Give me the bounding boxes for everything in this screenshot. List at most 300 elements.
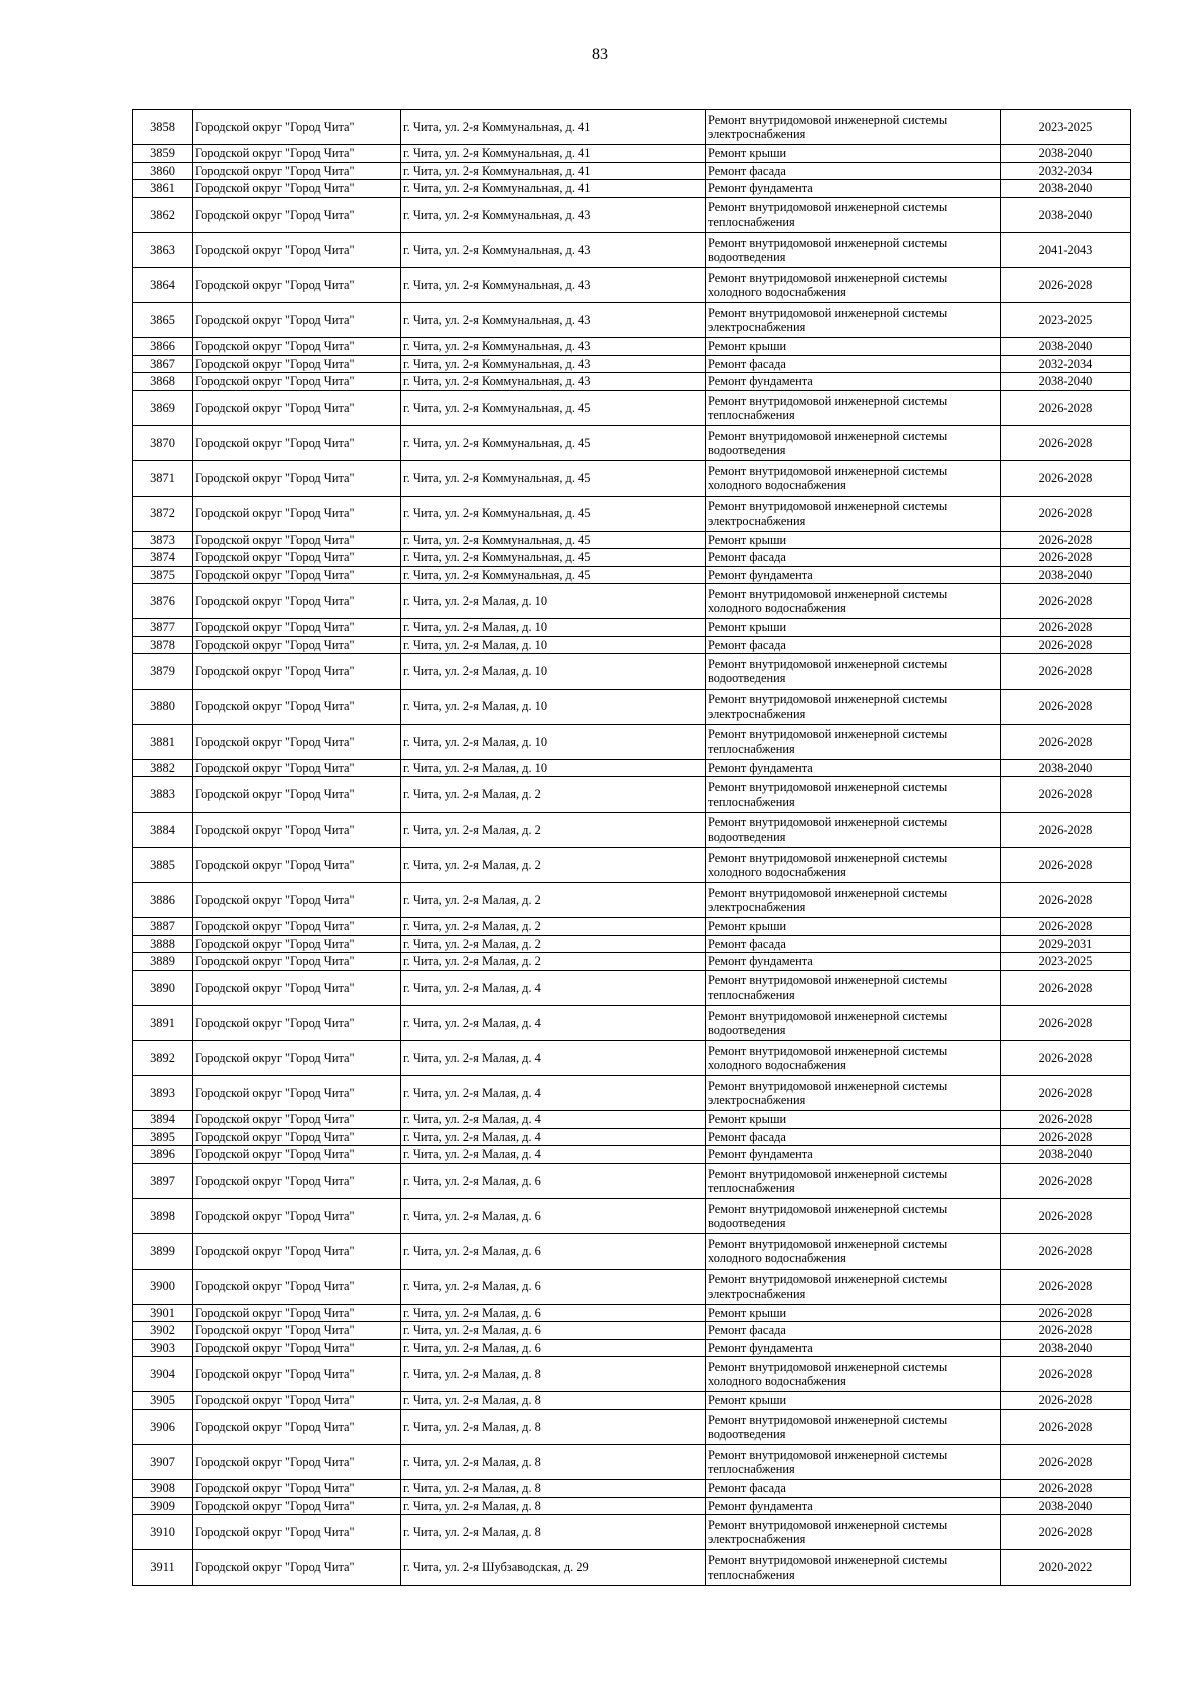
work-type-cell: Ремонт внутридомовой инженерной системы теплоснабжения <box>706 777 1001 812</box>
municipality-cell: Городской округ "Город Чита" <box>193 636 401 654</box>
row-number-cell: 3895 <box>133 1128 193 1146</box>
address-cell: г. Чита, ул. 2-я Малая, д. 6 <box>401 1339 706 1357</box>
table-row <box>133 759 1131 777</box>
municipality-cell: Городской округ "Город Чита" <box>193 1128 401 1146</box>
period-cell: 2026-2028 <box>1001 812 1131 847</box>
period-cell: 2038-2040 <box>1001 1497 1131 1515</box>
work-type-cell: Ремонт внутридомовой инженерной системы водоотведения <box>706 1409 1001 1444</box>
table-row <box>133 935 1131 953</box>
municipality-cell: Городской округ "Город Чита" <box>193 584 401 619</box>
work-type-cell: Ремонт крыши <box>706 145 1001 163</box>
period-cell: 2026-2028 <box>1001 1445 1131 1480</box>
period-cell: 2038-2040 <box>1001 1339 1131 1357</box>
row-number-cell: 3883 <box>133 777 193 812</box>
municipality-cell: Городской округ "Город Чита" <box>193 461 401 496</box>
municipality-cell: Городской округ "Город Чита" <box>193 689 401 724</box>
period-cell: 2026-2028 <box>1001 636 1131 654</box>
work-type-cell: Ремонт внутридомовой инженерной системы электроснабжения <box>706 1076 1001 1111</box>
period-cell: 2026-2028 <box>1001 584 1131 619</box>
address-cell: г. Чита, ул. 2-я Малая, д. 10 <box>401 724 706 759</box>
table-row <box>133 1497 1131 1515</box>
municipality-cell: Городской округ "Город Чита" <box>193 531 401 549</box>
address-cell: г. Чита, ул. 2-я Малая, д. 4 <box>401 1005 706 1040</box>
municipality-cell: Городской округ "Город Чита" <box>193 1445 401 1480</box>
municipality-cell: Городской округ "Город Чита" <box>193 1005 401 1040</box>
work-type-cell: Ремонт внутридомовой инженерной системы холодного водоснабжения <box>706 847 1001 882</box>
work-type-cell: Ремонт внутридомовой инженерной системы электроснабжения <box>706 496 1001 531</box>
period-cell: 2026-2028 <box>1001 1409 1131 1444</box>
address-cell: г. Чита, ул. 2-я Малая, д. 10 <box>401 759 706 777</box>
row-number-cell: 3896 <box>133 1146 193 1164</box>
table-row <box>133 724 1131 759</box>
work-type-cell: Ремонт внутридомовой инженерной системы водоотведения <box>706 1005 1001 1040</box>
row-number-cell: 3858 <box>133 110 193 145</box>
row-number-cell: 3886 <box>133 883 193 918</box>
address-cell: г. Чита, ул. 2-я Коммунальная, д. 43 <box>401 232 706 267</box>
address-cell: г. Чита, ул. 2-я Коммунальная, д. 41 <box>401 162 706 180</box>
address-cell: г. Чита, ул. 2-я Малая, д. 10 <box>401 654 706 689</box>
row-number-cell: 3903 <box>133 1339 193 1357</box>
work-type-cell: Ремонт внутридомовой инженерной системы холодного водоснабжения <box>706 584 1001 619</box>
municipality-cell: Городской округ "Город Чита" <box>193 777 401 812</box>
address-cell: г. Чита, ул. 2-я Малая, д. 6 <box>401 1163 706 1198</box>
table-row <box>133 777 1131 812</box>
row-number-cell: 3877 <box>133 619 193 637</box>
period-cell: 2038-2040 <box>1001 180 1131 198</box>
row-number-cell: 3873 <box>133 531 193 549</box>
work-type-cell: Ремонт крыши <box>706 619 1001 637</box>
row-number-cell: 3894 <box>133 1111 193 1129</box>
municipality-cell: Городской округ "Город Чита" <box>193 619 401 637</box>
work-type-cell: Ремонт крыши <box>706 1304 1001 1322</box>
period-cell: 2026-2028 <box>1001 1234 1131 1269</box>
row-number-cell: 3875 <box>133 566 193 584</box>
municipality-cell: Городской округ "Город Чита" <box>193 812 401 847</box>
row-number-cell: 3904 <box>133 1357 193 1392</box>
address-cell: г. Чита, ул. 2-я Малая, д. 2 <box>401 953 706 971</box>
municipality-cell: Городской округ "Город Чита" <box>193 1163 401 1198</box>
period-cell: 2032-2034 <box>1001 355 1131 373</box>
work-type-cell: Ремонт фундамента <box>706 1339 1001 1357</box>
work-type-cell: Ремонт крыши <box>706 531 1001 549</box>
municipality-cell: Городской округ "Город Чита" <box>193 1234 401 1269</box>
row-number-cell: 3901 <box>133 1304 193 1322</box>
work-type-cell: Ремонт внутридомовой инженерной системы водоотведения <box>706 812 1001 847</box>
period-cell: 2026-2028 <box>1001 1515 1131 1550</box>
row-number-cell: 3878 <box>133 636 193 654</box>
row-number-cell: 3870 <box>133 426 193 461</box>
address-cell: г. Чита, ул. 2-я Коммунальная, д. 43 <box>401 338 706 356</box>
municipality-cell: Городской округ "Город Чита" <box>193 197 401 232</box>
municipality-cell: Городской округ "Город Чита" <box>193 1392 401 1410</box>
table-body <box>133 110 1131 1586</box>
address-cell: г. Чита, ул. 2-я Малая, д. 4 <box>401 970 706 1005</box>
table-row <box>133 1480 1131 1498</box>
work-type-cell: Ремонт крыши <box>706 1111 1001 1129</box>
municipality-cell: Городской округ "Город Чита" <box>193 918 401 936</box>
table-row <box>133 1392 1131 1410</box>
municipality-cell: Городской округ "Город Чита" <box>193 724 401 759</box>
period-cell: 2026-2028 <box>1001 1357 1131 1392</box>
municipality-cell: Городской округ "Город Чита" <box>193 303 401 338</box>
work-type-cell: Ремонт фасада <box>706 1322 1001 1340</box>
municipality-cell: Городской округ "Город Чита" <box>193 654 401 689</box>
row-number-cell: 3908 <box>133 1480 193 1498</box>
work-type-cell: Ремонт внутридомовой инженерной системы водоотведения <box>706 654 1001 689</box>
work-type-cell: Ремонт фундамента <box>706 1146 1001 1164</box>
table-row <box>133 1269 1131 1304</box>
address-cell: г. Чита, ул. 2-я Малая, д. 10 <box>401 584 706 619</box>
period-cell: 2038-2040 <box>1001 1146 1131 1164</box>
municipality-cell: Городской округ "Город Чита" <box>193 549 401 567</box>
work-type-cell: Ремонт внутридомовой инженерной системы электроснабжения <box>706 883 1001 918</box>
row-number-cell: 3884 <box>133 812 193 847</box>
address-cell: г. Чита, ул. 2-я Малая, д. 2 <box>401 935 706 953</box>
period-cell: 2026-2028 <box>1001 426 1131 461</box>
address-cell: г. Чита, ул. 2-я Коммунальная, д. 41 <box>401 110 706 145</box>
table-row <box>133 197 1131 232</box>
period-cell: 2038-2040 <box>1001 759 1131 777</box>
table-row <box>133 426 1131 461</box>
address-cell: г. Чита, ул. 2-я Коммунальная, д. 45 <box>401 496 706 531</box>
work-type-cell: Ремонт фасада <box>706 636 1001 654</box>
work-type-cell: Ремонт фундамента <box>706 373 1001 391</box>
row-number-cell: 3902 <box>133 1322 193 1340</box>
period-cell: 2026-2028 <box>1001 1480 1131 1498</box>
period-cell: 2026-2028 <box>1001 689 1131 724</box>
work-type-cell: Ремонт внутридомовой инженерной системы электроснабжения <box>706 689 1001 724</box>
period-cell: 2026-2028 <box>1001 619 1131 637</box>
table-row <box>133 1111 1131 1129</box>
address-cell: г. Чита, ул. 2-я Коммунальная, д. 43 <box>401 268 706 303</box>
table-row <box>133 918 1131 936</box>
row-number-cell: 3906 <box>133 1409 193 1444</box>
row-number-cell: 3867 <box>133 355 193 373</box>
period-cell: 2026-2028 <box>1001 1322 1131 1340</box>
period-cell: 2038-2040 <box>1001 197 1131 232</box>
table-row <box>133 110 1131 145</box>
table-row <box>133 355 1131 373</box>
table-row <box>133 162 1131 180</box>
row-number-cell: 3890 <box>133 970 193 1005</box>
municipality-cell: Городской округ "Город Чита" <box>193 1322 401 1340</box>
row-number-cell: 3887 <box>133 918 193 936</box>
row-number-cell: 3871 <box>133 461 193 496</box>
table-row <box>133 232 1131 267</box>
row-number-cell: 3872 <box>133 496 193 531</box>
address-cell: г. Чита, ул. 2-я Малая, д. 8 <box>401 1497 706 1515</box>
work-type-cell: Ремонт внутридомовой инженерной системы холодного водоснабжения <box>706 1357 1001 1392</box>
work-type-cell: Ремонт внутридомовой инженерной системы холодного водоснабжения <box>706 1234 1001 1269</box>
row-number-cell: 3881 <box>133 724 193 759</box>
period-cell: 2026-2028 <box>1001 390 1131 425</box>
address-cell: г. Чита, ул. 2-я Коммунальная, д. 43 <box>401 355 706 373</box>
address-cell: г. Чита, ул. 2-я Малая, д. 10 <box>401 636 706 654</box>
address-cell: г. Чита, ул. 2-я Малая, д. 6 <box>401 1199 706 1234</box>
municipality-cell: Городской округ "Город Чита" <box>193 1497 401 1515</box>
work-type-cell: Ремонт внутридомовой инженерной системы теплоснабжения <box>706 390 1001 425</box>
row-number-cell: 3898 <box>133 1199 193 1234</box>
row-number-cell: 3860 <box>133 162 193 180</box>
address-cell: г. Чита, ул. 2-я Малая, д. 2 <box>401 812 706 847</box>
period-cell: 2026-2028 <box>1001 1128 1131 1146</box>
work-type-cell: Ремонт внутридомовой инженерной системы холодного водоснабжения <box>706 1041 1001 1076</box>
period-cell: 2026-2028 <box>1001 461 1131 496</box>
work-type-cell: Ремонт внутридомовой инженерной системы холодного водоснабжения <box>706 461 1001 496</box>
table-row <box>133 1128 1131 1146</box>
address-cell: г. Чита, ул. 2-я Коммунальная, д. 41 <box>401 145 706 163</box>
address-cell: г. Чита, ул. 2-я Малая, д. 6 <box>401 1234 706 1269</box>
repair-schedule-table <box>132 109 1131 1586</box>
row-number-cell: 3889 <box>133 953 193 971</box>
period-cell: 2026-2028 <box>1001 654 1131 689</box>
table-row <box>133 496 1131 531</box>
municipality-cell: Городской округ "Город Чита" <box>193 847 401 882</box>
address-cell: г. Чита, ул. 2-я Малая, д. 8 <box>401 1357 706 1392</box>
municipality-cell: Городской округ "Город Чита" <box>193 566 401 584</box>
municipality-cell: Городской округ "Город Чита" <box>193 1041 401 1076</box>
work-type-cell: Ремонт фундамента <box>706 566 1001 584</box>
municipality-cell: Городской округ "Город Чита" <box>193 268 401 303</box>
work-type-cell: Ремонт внутридомовой инженерной системы теплоснабжения <box>706 1550 1001 1585</box>
work-type-cell: Ремонт внутридомовой инженерной системы водоотведения <box>706 232 1001 267</box>
address-cell: г. Чита, ул. 2-я Малая, д. 2 <box>401 847 706 882</box>
period-cell: 2026-2028 <box>1001 549 1131 567</box>
table-row <box>133 1515 1131 1550</box>
period-cell: 2038-2040 <box>1001 566 1131 584</box>
table-row <box>133 303 1131 338</box>
table-row <box>133 1304 1131 1322</box>
work-type-cell: Ремонт фасада <box>706 935 1001 953</box>
municipality-cell: Городской округ "Город Чита" <box>193 110 401 145</box>
table-row <box>133 549 1131 567</box>
period-cell: 2026-2028 <box>1001 1269 1131 1304</box>
period-cell: 2041-2043 <box>1001 232 1131 267</box>
period-cell: 2029-2031 <box>1001 935 1131 953</box>
row-number-cell: 3888 <box>133 935 193 953</box>
address-cell: г. Чита, ул. 2-я Малая, д. 8 <box>401 1515 706 1550</box>
period-cell: 2026-2028 <box>1001 1005 1131 1040</box>
work-type-cell: Ремонт внутридомовой инженерной системы теплоснабжения <box>706 197 1001 232</box>
table-row <box>133 268 1131 303</box>
period-cell: 2026-2028 <box>1001 1041 1131 1076</box>
work-type-cell: Ремонт внутридомовой инженерной системы теплоснабжения <box>706 1163 1001 1198</box>
period-cell: 2026-2028 <box>1001 1392 1131 1410</box>
work-type-cell: Ремонт крыши <box>706 918 1001 936</box>
row-number-cell: 3880 <box>133 689 193 724</box>
table-row <box>133 689 1131 724</box>
address-cell: г. Чита, ул. 2-я Малая, д. 4 <box>401 1146 706 1164</box>
row-number-cell: 3863 <box>133 232 193 267</box>
row-number-cell: 3891 <box>133 1005 193 1040</box>
row-number-cell: 3861 <box>133 180 193 198</box>
table-row <box>133 1322 1131 1340</box>
period-cell: 2026-2028 <box>1001 918 1131 936</box>
row-number-cell: 3859 <box>133 145 193 163</box>
work-type-cell: Ремонт внутридомовой инженерной системы электроснабжения <box>706 1515 1001 1550</box>
municipality-cell: Городской округ "Город Чита" <box>193 970 401 1005</box>
municipality-cell: Городской округ "Город Чита" <box>193 883 401 918</box>
municipality-cell: Городской округ "Город Чита" <box>193 180 401 198</box>
work-type-cell: Ремонт крыши <box>706 1392 1001 1410</box>
municipality-cell: Городской округ "Город Чита" <box>193 355 401 373</box>
row-number-cell: 3905 <box>133 1392 193 1410</box>
work-type-cell: Ремонт фасада <box>706 1480 1001 1498</box>
period-cell: 2023-2025 <box>1001 953 1131 971</box>
table-row <box>133 373 1131 391</box>
period-cell: 2026-2028 <box>1001 883 1131 918</box>
row-number-cell: 3865 <box>133 303 193 338</box>
table-row <box>133 636 1131 654</box>
address-cell: г. Чита, ул. 2-я Малая, д. 2 <box>401 777 706 812</box>
period-cell: 2026-2028 <box>1001 1199 1131 1234</box>
row-number-cell: 3862 <box>133 197 193 232</box>
page-number: 83 <box>592 46 608 63</box>
row-number-cell: 3868 <box>133 373 193 391</box>
address-cell: г. Чита, ул. 2-я Коммунальная, д. 43 <box>401 303 706 338</box>
table-row <box>133 1163 1131 1198</box>
table-row <box>133 1550 1131 1585</box>
work-type-cell: Ремонт фасада <box>706 1128 1001 1146</box>
table-row <box>133 1005 1131 1040</box>
row-number-cell: 3864 <box>133 268 193 303</box>
work-type-cell: Ремонт внутридомовой инженерной системы теплоснабжения <box>706 724 1001 759</box>
address-cell: г. Чита, ул. 2-я Малая, д. 4 <box>401 1076 706 1111</box>
municipality-cell: Городской округ "Город Чита" <box>193 1480 401 1498</box>
municipality-cell: Городской округ "Город Чита" <box>193 1357 401 1392</box>
table-row <box>133 390 1131 425</box>
period-cell: 2026-2028 <box>1001 268 1131 303</box>
municipality-cell: Городской округ "Город Чита" <box>193 1076 401 1111</box>
period-cell: 2020-2022 <box>1001 1550 1131 1585</box>
row-number-cell: 3866 <box>133 338 193 356</box>
municipality-cell: Городской округ "Город Чита" <box>193 390 401 425</box>
work-type-cell: Ремонт внутридомовой инженерной системы водоотведения <box>706 426 1001 461</box>
period-cell: 2026-2028 <box>1001 1076 1131 1111</box>
row-number-cell: 3892 <box>133 1041 193 1076</box>
address-cell: г. Чита, ул. 2-я Малая, д. 4 <box>401 1128 706 1146</box>
work-type-cell: Ремонт фундамента <box>706 1497 1001 1515</box>
period-cell: 2038-2040 <box>1001 145 1131 163</box>
municipality-cell: Городской округ "Город Чита" <box>193 232 401 267</box>
row-number-cell: 3907 <box>133 1445 193 1480</box>
municipality-cell: Городской округ "Город Чита" <box>193 373 401 391</box>
work-type-cell: Ремонт фундамента <box>706 180 1001 198</box>
municipality-cell: Городской округ "Город Чита" <box>193 1304 401 1322</box>
row-number-cell: 3882 <box>133 759 193 777</box>
row-number-cell: 3893 <box>133 1076 193 1111</box>
work-type-cell: Ремонт внутридомовой инженерной системы водоотведения <box>706 1199 1001 1234</box>
address-cell: г. Чита, ул. 2-я Малая, д. 8 <box>401 1409 706 1444</box>
municipality-cell: Городской округ "Город Чита" <box>193 338 401 356</box>
work-type-cell: Ремонт внутридомовой инженерной системы теплоснабжения <box>706 970 1001 1005</box>
address-cell: г. Чита, ул. 2-я Малая, д. 8 <box>401 1445 706 1480</box>
work-type-cell: Ремонт внутридомовой инженерной системы холодного водоснабжения <box>706 268 1001 303</box>
municipality-cell: Городской округ "Город Чита" <box>193 1550 401 1585</box>
address-cell: г. Чита, ул. 2-я Малая, д. 6 <box>401 1322 706 1340</box>
address-cell: г. Чита, ул. 2-я Коммунальная, д. 45 <box>401 461 706 496</box>
work-type-cell: Ремонт фасада <box>706 162 1001 180</box>
table-row <box>133 338 1131 356</box>
address-cell: г. Чита, ул. 2-я Малая, д. 6 <box>401 1304 706 1322</box>
period-cell: 2026-2028 <box>1001 1111 1131 1129</box>
address-cell: г. Чита, ул. 2-я Малая, д. 4 <box>401 1111 706 1129</box>
period-cell: 2032-2034 <box>1001 162 1131 180</box>
table-row <box>133 584 1131 619</box>
municipality-cell: Городской округ "Город Чита" <box>193 162 401 180</box>
row-number-cell: 3885 <box>133 847 193 882</box>
address-cell: г. Чита, ул. 2-я Малая, д. 8 <box>401 1480 706 1498</box>
address-cell: г. Чита, ул. 2-я Шубзаводская, д. 29 <box>401 1550 706 1585</box>
work-type-cell: Ремонт фундамента <box>706 953 1001 971</box>
row-number-cell: 3910 <box>133 1515 193 1550</box>
municipality-cell: Городской округ "Город Чита" <box>193 496 401 531</box>
table-row <box>133 1076 1131 1111</box>
table-row <box>133 1199 1131 1234</box>
table-row <box>133 654 1131 689</box>
work-type-cell: Ремонт фундамента <box>706 759 1001 777</box>
period-cell: 2023-2025 <box>1001 110 1131 145</box>
address-cell: г. Чита, ул. 2-я Коммунальная, д. 43 <box>401 197 706 232</box>
municipality-cell: Городской округ "Город Чита" <box>193 1269 401 1304</box>
table-row <box>133 1339 1131 1357</box>
municipality-cell: Городской округ "Город Чита" <box>193 759 401 777</box>
municipality-cell: Городской округ "Город Чита" <box>193 935 401 953</box>
municipality-cell: Городской округ "Город Чита" <box>193 1339 401 1357</box>
table-row <box>133 1041 1131 1076</box>
address-cell: г. Чита, ул. 2-я Малая, д. 6 <box>401 1269 706 1304</box>
table-row <box>133 180 1131 198</box>
row-number-cell: 3897 <box>133 1163 193 1198</box>
work-type-cell: Ремонт внутридомовой инженерной системы электроснабжения <box>706 110 1001 145</box>
row-number-cell: 3869 <box>133 390 193 425</box>
period-cell: 2026-2028 <box>1001 1163 1131 1198</box>
table-row <box>133 970 1131 1005</box>
table-row <box>133 812 1131 847</box>
period-cell: 2026-2028 <box>1001 1304 1131 1322</box>
address-cell: г. Чита, ул. 2-я Коммунальная, д. 45 <box>401 531 706 549</box>
work-type-cell: Ремонт внутридомовой инженерной системы теплоснабжения <box>706 1445 1001 1480</box>
row-number-cell: 3876 <box>133 584 193 619</box>
period-cell: 2038-2040 <box>1001 338 1131 356</box>
address-cell: г. Чита, ул. 2-я Коммунальная, д. 43 <box>401 373 706 391</box>
work-type-cell: Ремонт крыши <box>706 338 1001 356</box>
row-number-cell: 3900 <box>133 1269 193 1304</box>
municipality-cell: Городской округ "Город Чита" <box>193 1199 401 1234</box>
row-number-cell: 3874 <box>133 549 193 567</box>
period-cell: 2026-2028 <box>1001 496 1131 531</box>
row-number-cell: 3899 <box>133 1234 193 1269</box>
table-row <box>133 1409 1131 1444</box>
address-cell: г. Чита, ул. 2-я Малая, д. 2 <box>401 918 706 936</box>
row-number-cell: 3879 <box>133 654 193 689</box>
period-cell: 2026-2028 <box>1001 531 1131 549</box>
table-row <box>133 531 1131 549</box>
municipality-cell: Городской округ "Город Чита" <box>193 1515 401 1550</box>
address-cell: г. Чита, ул. 2-я Коммунальная, д. 41 <box>401 180 706 198</box>
table-row <box>133 953 1131 971</box>
municipality-cell: Городской округ "Город Чита" <box>193 1111 401 1129</box>
address-cell: г. Чита, ул. 2-я Коммунальная, д. 45 <box>401 390 706 425</box>
period-cell: 2038-2040 <box>1001 373 1131 391</box>
table-row <box>133 883 1131 918</box>
address-cell: г. Чита, ул. 2-я Малая, д. 10 <box>401 619 706 637</box>
table-row <box>133 847 1131 882</box>
municipality-cell: Городской округ "Город Чита" <box>193 145 401 163</box>
table-row <box>133 461 1131 496</box>
work-type-cell: Ремонт внутридомовой инженерной системы электроснабжения <box>706 303 1001 338</box>
municipality-cell: Городской округ "Город Чита" <box>193 1146 401 1164</box>
